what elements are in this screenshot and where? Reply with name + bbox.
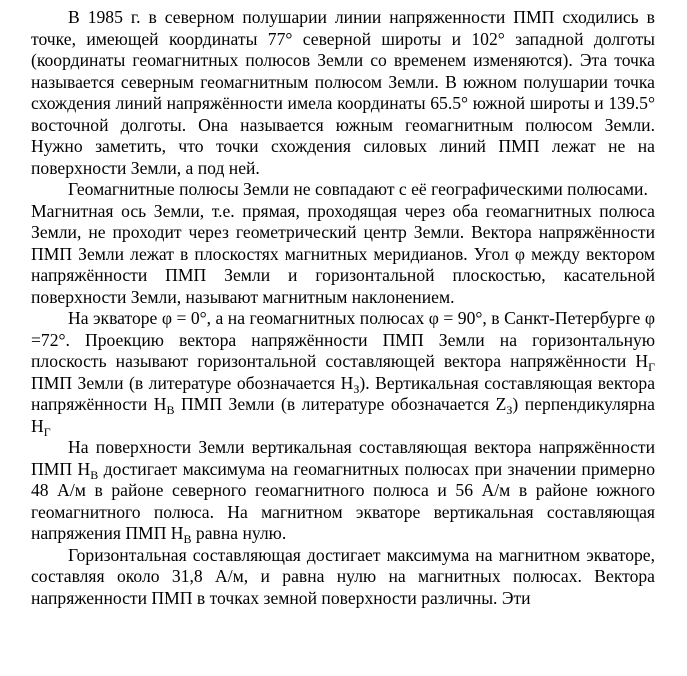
subscript: В (183, 532, 192, 546)
subscript: Г (648, 360, 655, 374)
subscript: Г (43, 424, 51, 439)
paragraph-magnetic-axis: Магнитная ось Земли, т.е. прямая, проходящая через оба геомагнитных полюса Земли, не проходит через геометрический центр Земли. Вектора напряжённости ПМП Земли лежат в плоскостях магнитных меридианов. Угол φ между вектором напряжённости ПМП Земли и горизонтальной плоскостью, касательной поверхности Земли, называют магнитным наклонением. (31, 200, 655, 307)
paragraph-vertical-component (31, 437, 655, 545)
text-run: На экваторе φ = 0°, а на геомагнитных полюсах φ = 90°, в Санкт-Петербурге φ =72°. Проекцию вектора напряжённости ПМП Земли на горизонтальную плоскость называют горизонтальной составляющей вектора напряжённости H (31, 308, 655, 371)
text-run: ) перпендикулярна H (31, 394, 655, 436)
text-run: ПМП Земли (в литературе обозначается H (31, 372, 354, 393)
subscript: З (506, 403, 513, 417)
text-run: достигает максимума на геомагнитных полюсах при значении примерно 48 А/м в районе северного геомагнитного полюса и 56 А/м в районе южного геомагнитного полюса. На магнитном экваторе вертикальная составляющая напряжения ПМП H (31, 458, 655, 543)
subscript: В (166, 403, 175, 417)
paragraph-poles-mismatch: Геомагнитные полюсы Земли не совпадают с её географическими полюсами. (68, 179, 648, 199)
text-run: ). Вертикальная составляющая вектора напряжённости H (31, 372, 655, 414)
paragraph-geomagnetic-poles-coordinates: В 1985 г. в северном полушарии линии напряженности ПМП сходились в точке, имеющей координаты 77° северной широты и 102° западной долготы (координаты геомагнитных полюсов Земли со временем изменяются). Эта точка называется северным геомагнитным полюсом Земли. В южном полушарии точка схождения линий напряжённости имела координаты 65.5° южной широты и 139.5° восточной долготы. Она называется южным геомагнитным полюсом Земли. Нужно заметить, что точки схождения силовых линий ПМП лежат не на поверхности Земли, а под ней. (31, 7, 655, 178)
text-run: На поверхности Земли вертикальная составляющая вектора напряжённости ПМП H (31, 437, 655, 479)
text-run: ПМП Земли (в литературе обозначается Z (174, 394, 507, 414)
subscript: З (353, 381, 360, 396)
text-run: равна нулю. (191, 523, 287, 543)
paragraph-horizontal-component: Горизонтальная составляющая достигает максимума на магнитном экваторе, составляя около 31,8 А/м, и равна нулю на магнитных полюсах. Вектора напряженности ПМП в точках земной поверхности различны. Эти (31, 544, 655, 608)
subscript: В (90, 467, 99, 482)
document-page (31, 0, 655, 609)
paragraph-magnetic-inclination (31, 308, 655, 437)
